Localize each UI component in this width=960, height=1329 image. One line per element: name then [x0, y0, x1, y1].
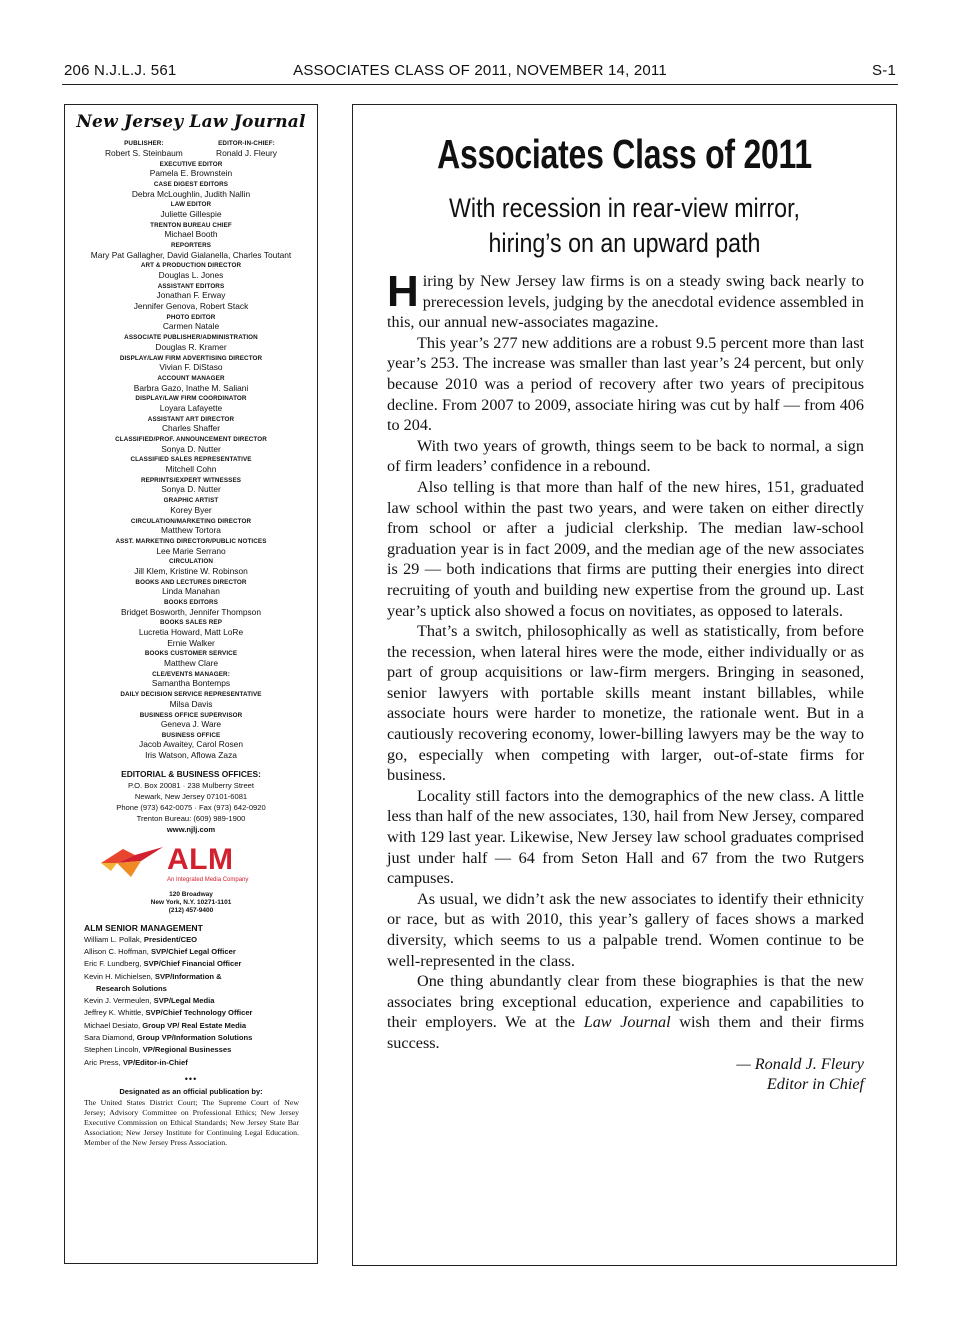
staff-role: CIRCULATION [168, 558, 213, 566]
designated-title: Designated as an official publication by: [119, 1086, 263, 1096]
staff-names: Pamela E. Brownstein [149, 168, 233, 179]
staff-role: GRAPHIC ARTIST [163, 497, 219, 505]
subtitle-line-2: hiring’s on an upward path [488, 228, 761, 258]
staff-names: Vivian F. DiStaso [159, 362, 223, 373]
masthead-top-pair [65, 138, 317, 158]
staff-role: CASE DIGEST EDITORS [153, 180, 229, 188]
article-paragraphs [387, 333, 864, 971]
staff-role: DAILY DECISION SERVICE REPRESENTATIVE [120, 691, 262, 699]
senior-name: William L. Pollak, [84, 934, 144, 944]
senior-title-text: VP/Regional Businesses [142, 1045, 232, 1055]
header-right: S-1 [872, 62, 896, 79]
senior-title-text: Group VP/ Real Estate Media [142, 1020, 247, 1030]
staff-role: PHOTO EDITOR [166, 313, 216, 321]
senior-name: Kevin J. Vermeulen, [84, 996, 154, 1006]
senior-name: Allison C. Hoffman, [84, 946, 151, 956]
senior-title-text: President/CEO [143, 934, 198, 944]
staff-names: Lee Marie Serrano [156, 545, 226, 556]
article-paragraph: As usual, we didn’t ask the new associates to identify their ethnicity or race, but as with 2010, this year’s gallery of faces shows a marked diversity, which seems to us a palpable trend. Women continue to be well-represented in the class. [387, 889, 864, 970]
senior-management [65, 923, 317, 1069]
senior-title-text: SVP/Chief Technology Officer [145, 1008, 253, 1018]
staff-names: Sonya D. Nutter [161, 484, 221, 495]
staff-names: Bridget Bosworth, Jennifer Thompson [121, 606, 261, 617]
senior-title-text: SVP/Information & [154, 971, 222, 981]
subtitle-line-1: With recession in rear-view mirror, [449, 193, 800, 223]
alm-wordmark: ALM [167, 842, 234, 876]
staff-names: Debra McLoughlin, Judith Nallin [131, 188, 251, 199]
staff-role: ASST. MARKETING DIRECTOR/PUBLIC NOTICES [115, 537, 267, 545]
staff-names: Barbra Gazo, Inathe M. Saliani [133, 382, 249, 393]
staff-role: DISPLAY/LAW FIRM COORDINATOR [135, 395, 247, 403]
paragraph-text: One thing abundantly clear from these biographies is that the new associates bring exceptional education, experience and capabilities to their employers. We at the [387, 972, 864, 1032]
staff-names: Douglas R. Kramer [155, 341, 227, 352]
alm-address-line: New York, N.Y. 10271-1101 [150, 898, 232, 906]
staff-names: Korey Byer [170, 504, 212, 515]
publisher-name: Robert S. Steinbaum [105, 147, 183, 158]
staff-role: EXECUTIVE EDITOR [159, 160, 223, 168]
staff-role: ASSISTANT ART DIRECTOR [147, 415, 235, 423]
page-header [64, 62, 896, 84]
staff-role: ACCOUNT MANAGER [157, 374, 225, 382]
staff-role: CLASSIFIED/PROF. ANNOUNCEMENT DIRECTOR [115, 436, 267, 444]
staff-names: Matthew Clare [164, 657, 218, 668]
senior-row [84, 1007, 317, 1019]
senior-row [84, 1032, 317, 1044]
website-link[interactable]: www.njlj.com [166, 824, 216, 834]
staff-names: Juliette Gillespie [160, 208, 222, 219]
staff-role: ASSOCIATE PUBLISHER/ADMINISTRATION [124, 334, 258, 342]
article-box [352, 104, 897, 1266]
article-paragraph: That’s a switch, philosophically as well as statistically, from before the recession, when lateral hires were the mode, either individually or as part of group acquisitions or law-firm mergers. Bringing in seasoned, senior lawyers with portable skills meant instant billables, while associate hours were harder to monetize, the rationale went. But in a cautiously recovering economy, lower-billing lawyers may be the way to go, especially when competing with larger, out-of-state firms for business. [387, 622, 864, 785]
staff-names: Jacob Awaitey, Carol Rosen Iris Watson, Aflowa Zaza [139, 739, 243, 761]
eic-label: EDITOR-IN-CHIEF: [218, 140, 275, 148]
staff-names: Mitchell Cohn [165, 464, 217, 474]
alm-tagline: An Integrated Media Company [167, 876, 249, 883]
alm-address-line: (212) 457-9400 [168, 906, 214, 914]
senior-name: Kevin H. Michielsen, [84, 971, 155, 981]
drop-cap: H [387, 267, 419, 316]
publisher-label: PUBLISHER: [124, 140, 164, 148]
senior-title-text: VP/Editor-in-Chief [122, 1057, 188, 1067]
paragraph-text: iring by New Jersey law firms is on a steady swing back nearly to prerecession levels, judging by the anecdotal evidence assembled in this, our annual new-associates magazine. [387, 272, 864, 332]
staff-role: ASSISTANT EDITORS [157, 282, 225, 290]
senior-title-text: SVP/Chief Financial Officer [143, 959, 242, 969]
senior-row [84, 983, 317, 995]
editorial-offices [65, 769, 317, 835]
staff-role: TRENTON BUREAU CHIEF [150, 221, 232, 229]
article-body [387, 267, 864, 1095]
header-left: 206 N.J.L.J. 561 [64, 62, 177, 79]
senior-row [84, 971, 317, 983]
staff-names: Mary Pat Gallagher, David Gialanella, Charles Toutant [90, 249, 292, 260]
staff-names: Carmen Natale [162, 321, 220, 332]
staff-role: REPORTERS [170, 242, 212, 250]
masthead-logo: New Jersey Law Journal [76, 112, 306, 132]
senior-name: Michael Desiato, [84, 1020, 143, 1030]
staff-list [65, 161, 317, 761]
staff-names: Geneva J. Ware [160, 719, 222, 730]
senior-list [84, 934, 317, 1069]
alm-address-line: 120 Broadway [169, 890, 213, 898]
senior-row [84, 995, 317, 1007]
senior-name: Stephen Lincoln, [84, 1045, 143, 1055]
article-subtitle [391, 191, 858, 261]
alm-address [65, 891, 317, 915]
separator-dots: ••• [184, 1073, 198, 1084]
staff-role: LAW EDITOR [170, 201, 212, 209]
header-center: ASSOCIATES CLASS OF 2011, NOVEMBER 14, 2011 [293, 62, 667, 79]
article-title: Associates Class of 2011 [437, 131, 812, 177]
senior-title-text: SVP/Legal Media [153, 996, 215, 1006]
offices-title: EDITORIAL & BUSINESS OFFICES: [121, 768, 261, 779]
offices-line: P.O. Box 20081 · 238 Mulberry Street [127, 780, 255, 790]
publication-name: Law Journal [583, 1013, 671, 1032]
senior-row [84, 958, 317, 970]
signature-title: Editor in Chief [766, 1075, 864, 1094]
masthead [64, 104, 318, 1264]
senior-title-text: Research Solutions [96, 983, 167, 993]
paragraph-text: wish them and their firms success. [387, 1013, 864, 1052]
header-rule [62, 84, 898, 85]
article-paragraph-last [387, 971, 864, 1053]
staff-names: Lucretia Howard, Matt LoRe Ernie Walker [138, 627, 244, 648]
article-paragraph [387, 267, 864, 333]
article-paragraph: Locality still factors into the demographics of the new class. A little less than half of the new associates, 130, hail from New Jersey, compared with 129 last year. Likewise, New Jersey law school graduates comprised just under half — 64 from Seton Hall and 67 from the two Rutgers campuses. [387, 786, 864, 888]
senior-title-text: Group VP/Information Solutions [136, 1033, 253, 1043]
staff-role: BOOKS EDITORS [163, 599, 218, 607]
staff-role: BUSINESS OFFICE [161, 731, 221, 739]
staff-names: Linda Manahan [162, 586, 220, 597]
staff-role: CLASSIFIED SALES REPRESENTATIVE [130, 456, 252, 464]
senior-title-text: SVP/Chief Legal Officer [150, 946, 236, 956]
staff-role: REPRINTS/EXPERT WITNESSES [140, 476, 242, 484]
senior-row [84, 1057, 317, 1069]
staff-role: ART & PRODUCTION DIRECTOR [140, 262, 242, 270]
staff-names: Matthew Tortora [161, 525, 221, 536]
staff-role: CLE/EVENTS MANAGER: [152, 670, 230, 678]
senior-name: Sara Diamond, [84, 1033, 137, 1043]
staff-names: Michael Booth [164, 229, 218, 240]
senior-row [84, 946, 317, 958]
senior-title: ALM SENIOR MANAGEMENT [84, 922, 203, 933]
senior-row [84, 934, 317, 946]
staff-names: Loyara Lafayette [159, 402, 223, 413]
staff-role: DISPLAY/LAW FIRM ADVERTISING DIRECTOR [119, 354, 263, 362]
staff-names: Jonathan F. Erway Jennifer Genova, Robert Stack [133, 290, 249, 311]
staff-role: BOOKS AND LECTURES DIRECTOR [135, 578, 247, 586]
staff-role: BOOKS CUSTOMER SERVICE [144, 650, 238, 658]
eic-name: Ronald J. Fleury [216, 147, 277, 158]
offices-line: Phone (973) 642-0075 · Fax (973) 642-0920 [116, 802, 266, 812]
staff-names: Jill Klem, Kristine W. Robinson [134, 565, 248, 576]
staff-role: CIRCULATION/MARKETING DIRECTOR [130, 517, 252, 525]
staff-role: BUSINESS OFFICE SUPERVISOR [139, 711, 243, 719]
senior-row [84, 1020, 317, 1032]
signature-name: — Ronald J. Fleury [736, 1054, 864, 1073]
article-paragraph: With two years of growth, things seem to be back to normal, a sign of firm leaders’ confidence in a rebound. [387, 436, 864, 476]
article-paragraph: This year’s 277 new additions are a robust 9.5 percent more than last year’s 253. The increase was smaller than last year’s 24 percent, but only because 2010 was a period of recovery after two years of precipitous decline. From 2007 to 2009, associate hiring was cut by half — from 406 to 204. [387, 333, 864, 435]
senior-name: Jeffrey K. Whittle, [84, 1008, 146, 1018]
offices-line: Trenton Bureau: (609) 989-1900 [136, 813, 246, 823]
alm-chevron-icon [101, 845, 165, 881]
designated-text: The United States District Court; The Supreme Court of New Jersey; Advisory Committee on Professional Ethics; New Jersey Executive Commission on Ethical Standards; New Jersey State Bar Association; New Jersey Institute for Continuing Legal Education. Member of the New Jersey Press Association. [84, 1097, 299, 1147]
alm-logo [101, 841, 281, 885]
staff-names: Douglas L. Jones [158, 270, 224, 281]
staff-names: Sonya D. Nutter [161, 443, 221, 454]
staff-names: Samantha Bontemps [151, 678, 231, 689]
staff-names: Milsa Davis [169, 698, 213, 709]
staff-role: BOOKS SALES REP [159, 619, 223, 627]
staff-names: Charles Shaffer [161, 423, 221, 434]
senior-name: Eric F. Lundberg, [84, 959, 144, 969]
senior-name: Aric Press, [84, 1057, 123, 1067]
offices-line: Newark, New Jersey 07101-6081 [134, 791, 248, 801]
senior-row [84, 1044, 317, 1056]
article-paragraph: Also telling is that more than half of the new hires, 151, graduated law school within the past two years, and were taken on either directly from school or after a judicial clerkship. The median law-school graduation year is in fact 2009, and the median age of the new associates is 29 — both indications that firms are putting their energies into direct recruiting of youth and building new expertise from the ground up. Last year’s uptick also showed a focus on novitiates, as opposed to laterals. [387, 477, 864, 620]
